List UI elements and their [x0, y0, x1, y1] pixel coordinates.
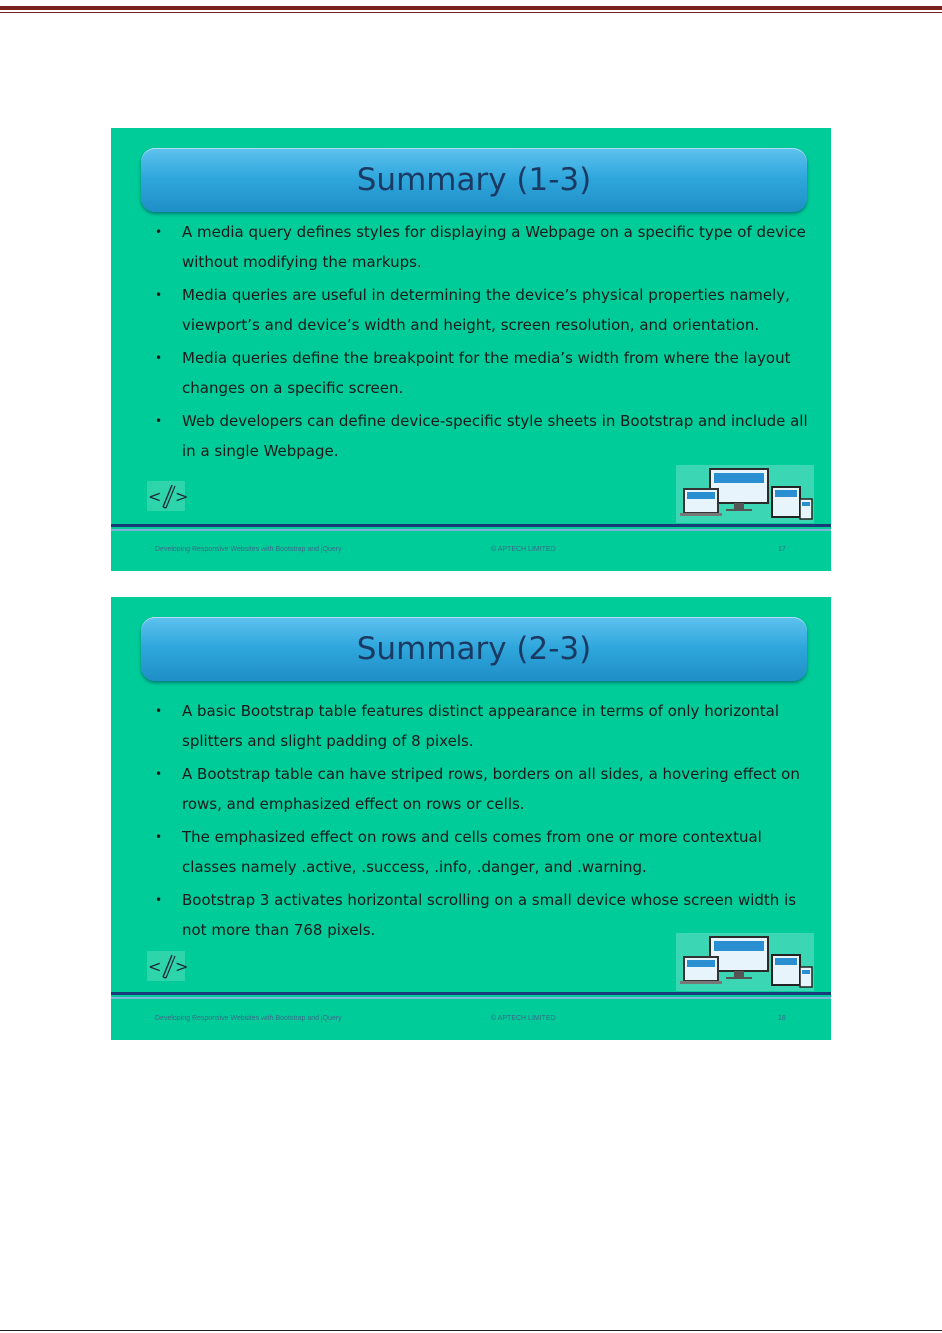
footer-copyright: © APTECH LIMITED: [491, 546, 556, 553]
slide-summary-1: [111, 128, 831, 571]
footer-page-number: 17: [778, 546, 786, 553]
bullet-item: • A Bootstrap table can have striped rows, borders on all sides, a hovering effect on rows, and emphasized effect on rows or cells.: [155, 760, 815, 819]
footer-rule: [111, 524, 831, 527]
bullet-item: • Web developers can define device-specific style sheets in Bootstrap and include all in a single Webpage.: [155, 407, 815, 466]
bullet-icon: •: [155, 830, 163, 844]
bullet-item: • A media query defines styles for displaying a Webpage on a specific type of device without modifying the markups.: [155, 218, 815, 277]
bullet-icon: •: [155, 414, 163, 428]
code-pen-icon: [147, 951, 189, 981]
slide-title: Summary (1-3): [356, 162, 592, 198]
bullet-icon: •: [155, 225, 163, 239]
bullet-item: • Media queries define the breakpoint for the media’s width from where the layout changes on a specific screen.: [155, 344, 815, 403]
responsive-devices-icon: [676, 933, 814, 991]
slide-title: Summary (2-3): [356, 631, 592, 667]
code-pen-icon: [147, 481, 189, 511]
slide-summary-2: [111, 597, 831, 1040]
bullet-icon: •: [155, 704, 163, 718]
page-header-rule: [0, 6, 942, 10]
svg-text:>: >: [175, 487, 189, 506]
slide-title-bar: [141, 148, 807, 212]
bullet-item: • Bootstrap 3 activates horizontal scrolling on a small device whose screen width is not more than 768 pixels.: [155, 886, 815, 945]
responsive-devices-icon: [676, 465, 814, 523]
svg-text:<: <: [148, 487, 162, 506]
footer-copyright: © APTECH LIMITED: [491, 1015, 556, 1022]
bullet-icon: •: [155, 288, 163, 302]
svg-text:>: >: [175, 957, 189, 976]
bullet-item: • A basic Bootstrap table features distinct appearance in terms of only horizontal splitters and slight padding of 8 pixels.: [155, 697, 815, 756]
page-footer-rule: [0, 1330, 942, 1331]
bullet-icon: •: [155, 767, 163, 781]
footer-course-title: Developing Responsive Websites with Bootstrap and jQuery: [155, 546, 342, 553]
footer-rule-light: [111, 529, 831, 531]
slide-title-bar: [141, 617, 807, 681]
svg-text:<: <: [148, 957, 162, 976]
bullet-list: [155, 218, 815, 470]
bullet-icon: •: [155, 893, 163, 907]
footer-page-number: 18: [778, 1015, 786, 1022]
footer-course-title: Developing Responsive Websites with Bootstrap and jQuery: [155, 1015, 342, 1022]
footer-rule-light: [111, 997, 831, 999]
footer-rule: [111, 992, 831, 995]
bullet-list: [155, 697, 815, 949]
bullet-item: • The emphasized effect on rows and cells comes from one or more contextual classes namely .active, .success, .info, .danger, and .warning.: [155, 823, 815, 882]
page-header-rule-thin: [0, 12, 942, 13]
bullet-item: • Media queries are useful in determining the device’s physical properties namely, viewport’s and device’s width and height, screen resolution, and orientation.: [155, 281, 815, 340]
bullet-icon: •: [155, 351, 163, 365]
